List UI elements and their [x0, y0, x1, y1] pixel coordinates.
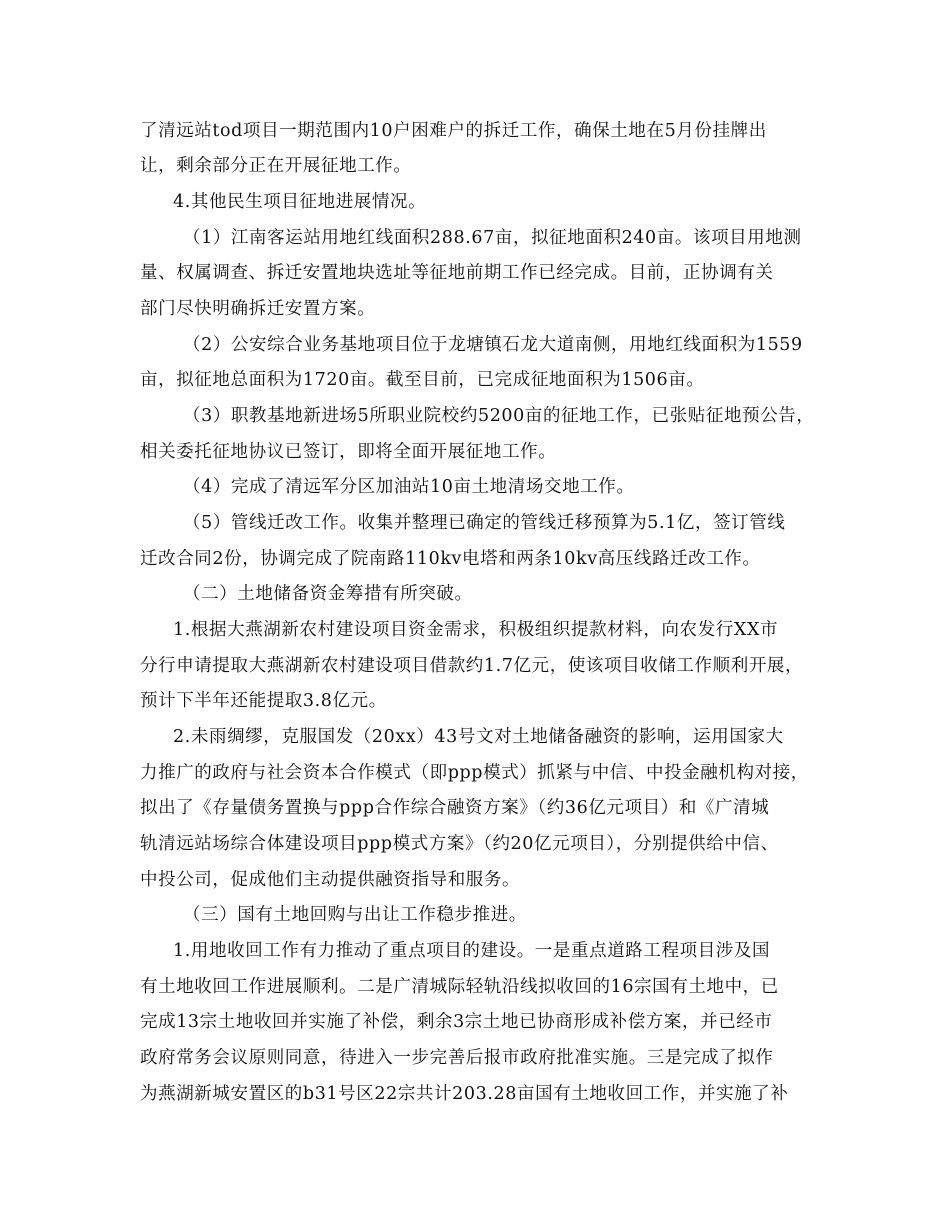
text-line: 了清远站tod项目一期范围内10户困难户的拆迁工作，确保土地在5月份挂牌出 [140, 121, 767, 141]
text-line: 中投公司，促成他们主动提供融资指导和服务。 [140, 870, 521, 890]
text-line: 拟出了《存量债务置换与ppp合作综合融资方案》（约36亿元项目）和《广清城 [140, 798, 770, 818]
text-line: 部门尽快明确拆迁安置方案。 [140, 299, 376, 319]
text-line: 相关委托征地协议已签订，即将全面开展征地工作。 [140, 442, 557, 462]
section-heading: （三）国有土地回购与出让工作稳步推进。 [183, 905, 527, 925]
text-line: 量、权属调查、拆迁安置地块选址等征地前期工作已经完成。目前，正协调有关 [140, 263, 774, 283]
text-line: （3）职教基地新进场5所职业院校约5200亩的征地工作，已张贴征地预公告， [183, 406, 815, 426]
text-line: 有土地收回工作进展顺利。二是广清城际轻轨沿线拟收回的16宗国有土地中，已 [140, 977, 779, 997]
section-heading: （二）土地储备资金筹措有所突破。 [183, 584, 473, 604]
text-line: （1）江南客运站用地红线面积288.67亩，拟征地面积240亩。该项目用地测 [183, 228, 802, 248]
text-line: 1.用地收回工作有力推动了重点项目的建设。一是重点道路工程项目涉及国 [173, 941, 771, 961]
text-line: 1.根据大燕湖新农村建设项目资金需求，积极组织提款材料，向农发行XX市 [173, 620, 779, 640]
text-line: 力推广的政府与社会资本合作模式（即ppp模式）抓紧与中信、中投金融机构对接， [140, 763, 809, 783]
text-line: 为燕湖新城安置区的b31号区22宗共计203.28亩国有土地收回工作，并实施了补 [140, 1084, 789, 1104]
text-line: 完成13宗土地收回并实施了补偿，剩余3宗土地已协商形成补偿方案，并已经市 [140, 1012, 773, 1032]
text-line: （4）完成了清远军分区加油站10亩土地清场交地工作。 [183, 477, 635, 497]
text-line: 预计下半年还能提取3.8亿元。 [140, 691, 387, 711]
text-line: 亩，拟征地总面积为1720亩。截至目前，已完成征地面积为1506亩。 [140, 370, 705, 390]
text-line: （2）公安综合业务基地项目位于龙塘镇石龙大道南侧，用地红线面积为1559 [183, 335, 803, 355]
text-line: 轨清远站场综合体建设项目ppp模式方案》（约20亿元项目），分别提供给中信、 [140, 834, 779, 854]
text-line: （5）管线迁改工作。收集并整理已确定的管线迁移预算为5.1亿，签订管线 [183, 513, 786, 533]
text-line: 2.未雨绸缪，克服国发（20xx）43号文对土地储备融资的影响，运用国家大 [173, 727, 784, 747]
text-line: 迁改合同2份，协调完成了院南路110kv电塔和两条10kv高压线路迁改工作。 [140, 549, 761, 569]
text-line: 政府常务会议原则同意，待进入一步完善后报市政府批准实施。三是完成了拟作 [140, 1048, 774, 1068]
text-line: 分行申请提取大燕湖新农村建设项目借款约1.7亿元，使该项目收储工作顺利开展， [140, 656, 804, 676]
text-line: 让，剩余部分正在开展征地工作。 [140, 156, 412, 176]
numbered-heading: 4.其他民生项目征地进展情况。 [173, 192, 427, 212]
